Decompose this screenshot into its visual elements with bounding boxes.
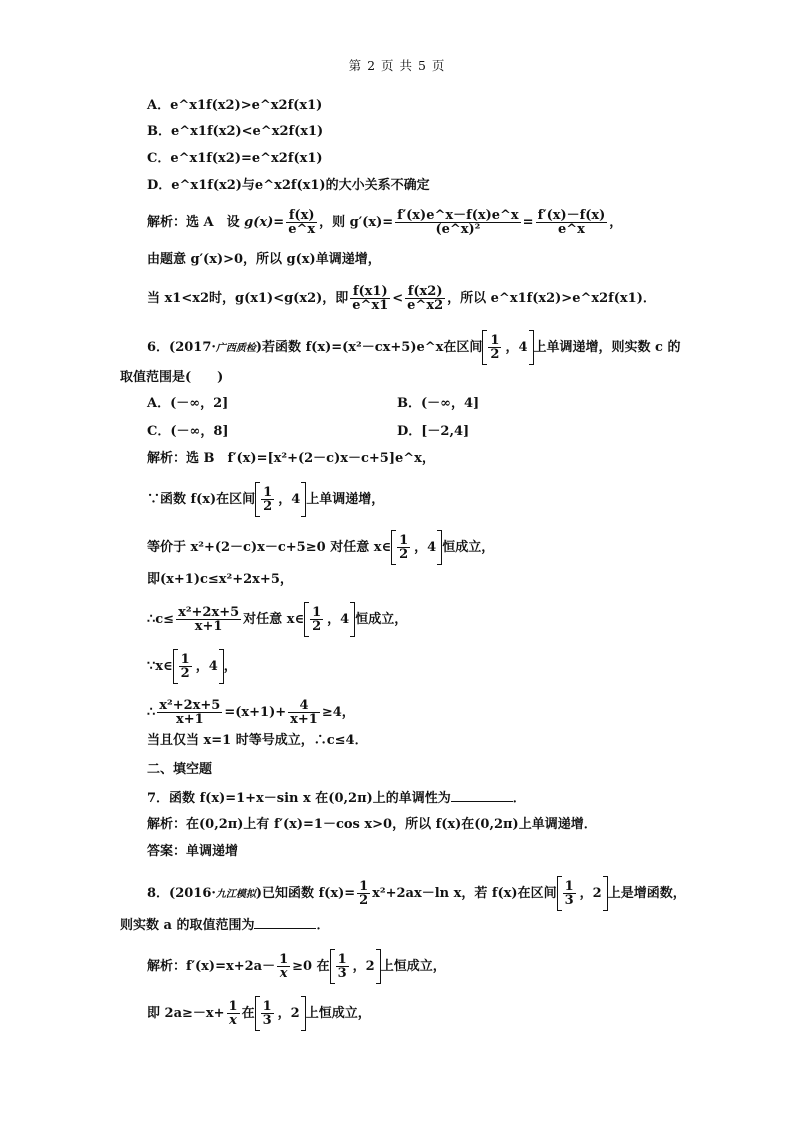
solution6-line2: ∵函数 f(x)在区间 $\frac{1}{2}$ ，4 上单调递增， — [147, 485, 385, 514]
question6-line1: 6．(2017·广西质检)若函数 f(x)=(x²－cx+5)e^x在区间 $\frac{1}{2}$ ，4 上单调递增，则实数 c 的 — [147, 333, 681, 362]
solution6-line4: 即(x+1)c≤x²+2x+5， — [147, 572, 293, 587]
solution5-line1: 解析：选 A 设 g(x)= $\frac{f(x)}{e\^{}x}$ ，则 g′(x)= $\frac{f'(x)e\^{}x-f(x)e\^{}x}{\text{(e\textasciicircum{}x)²}}$ = $\frac{f'(x)-f(x)}{e\^{}x}$ ， — [147, 208, 623, 237]
solution5-line2: 由题意 g′(x)>0，所以 g(x)单调递增， — [147, 252, 381, 267]
question8-line1: 8．(2016·九江模拟)已知函数 f(x)= $\frac{1}{2}$ x²+2ax－ln x，若 f(x)在区间 $\frac{1}{3}$ ，2 上是增函数， — [147, 879, 686, 908]
solution8-line2: 即 2a≥－x+ $\frac{1}{x}$ 在 $\frac{1}{3}$ ，2 上恒成立， — [147, 999, 371, 1028]
option-b: B．e^x1f(x2)<e^x2f(x1) — [147, 124, 324, 139]
solution8-line1: 解析：f′(x)=x+2a－ $\frac{1}{x}$ ≥0 在 $\frac{1}{3}$ ，2 上恒成立， — [147, 952, 446, 981]
page-header: 第 2 页 共 5 页 — [348, 58, 446, 73]
solution6-line1: 解析：选 B f′(x)=[x²+(2－c)x－c+5]e^x， — [147, 451, 435, 466]
option-a: A．e^x1f(x2)>e^x2f(x1) — [147, 98, 323, 113]
q6-option-a: A．(－∞，2] — [147, 396, 229, 411]
solution6-line6: ∵x∈ $\frac{1}{2}$ ，4 ， — [147, 652, 237, 681]
question6-line2: 取值范围是( ) — [120, 370, 224, 385]
answer7: 答案：单调递增 — [147, 844, 239, 859]
answer-blank — [254, 916, 316, 929]
q6-option-c: C．(－∞，8] — [147, 424, 229, 439]
question7: 7．函数 f(x)=1+x－sin x 在(0,2π)上的单调性为 ． — [147, 791, 526, 806]
answer-blank — [451, 789, 513, 802]
q6-option-b: B．(－∞，4] — [397, 396, 480, 411]
section-heading-fill-in: 二、填空题 — [147, 762, 213, 777]
question8-line2: 则实数 a 的取值范围为 ． — [120, 918, 330, 933]
q6-option-d: D．[－2,4] — [397, 424, 470, 439]
solution6-line7: ∴ $\frac{\text{x²+2x+5}}{x+1}$ =(x+1)+ $\frac{4}{x+1}$ ≥4， — [147, 698, 355, 727]
option-d: D．e^x1f(x2)与e^x2f(x1)的大小关系不确定 — [147, 178, 430, 193]
option-c: C．e^x1f(x2)=e^x2f(x1) — [147, 151, 323, 166]
solution6-line8: 当且仅当 x=1 时等号成立，∴c≤4． — [147, 733, 368, 748]
solution7: 解析：在(0,2π)上有 f′(x)=1－cos x>0，所以 f(x)在(0,2π)上单调递增． — [147, 817, 597, 832]
solution6-line3: 等价于 x²+(2－c)x－c+5≥0 对任意 x∈ $\frac{1}{2}$ ，4 恒成立， — [147, 533, 495, 562]
solution5-line3: 当 x1<x2时，g(x1)<g(x2)，即 $\frac{f(x1)}{e\^{}x1}$ < $\frac{f(x2)}{e\^{}x2}$ ，所以 e^x1f(x2)>e^x2f(x1)． — [147, 284, 656, 313]
solution6-line5: ∴c≤ $\frac{\text{x²+2x+5}}{x+1}$ 对任意 x∈ $\frac{1}{2}$ ，4 恒成立， — [147, 605, 408, 634]
